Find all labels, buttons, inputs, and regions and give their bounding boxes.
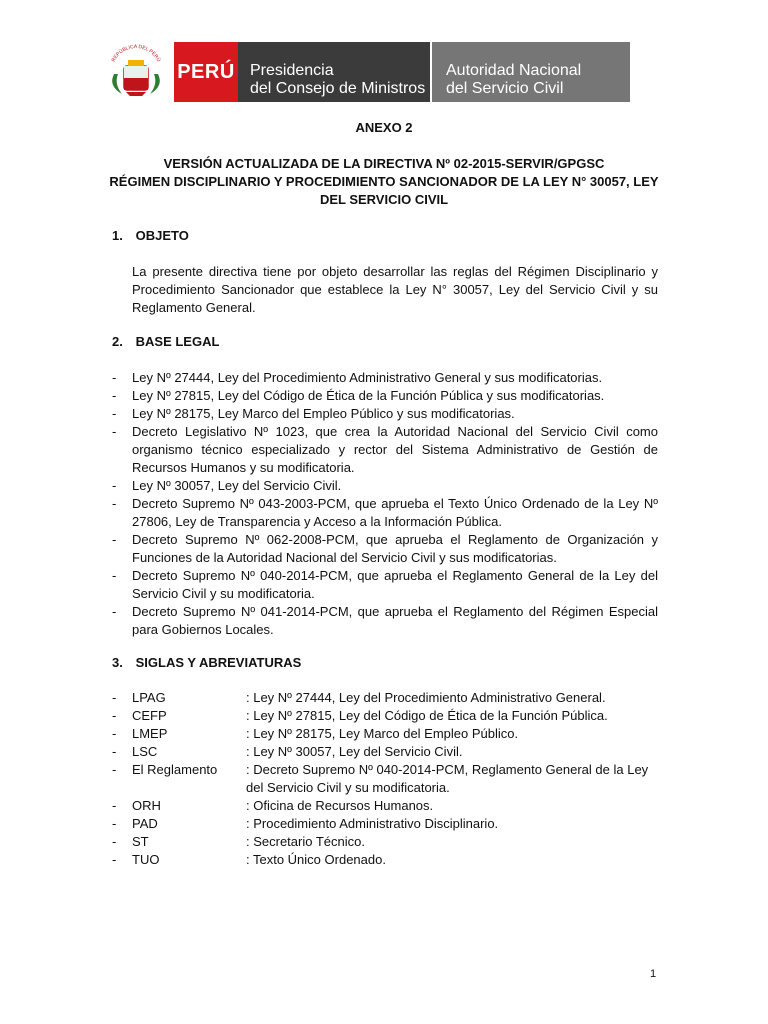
abbreviation-row: - LMEP : Ley Nº 28175, Ley Marco del Empleo Público. (112, 726, 519, 741)
page-number: 1 (650, 968, 657, 980)
list-item: - Decreto Legislativo Nº 1023, que crea la Autoridad Nacional del Servicio Civil como organismo técnico especializado y rector del Sistema Administrativo de Gestión de Recursos Humanos y su modificatoria. (112, 424, 658, 475)
list-item: - Decreto Supremo Nº 041-2014-PCM, que aprueba el Reglamento del Régimen Especial para Gobiernos Locales. (112, 604, 658, 637)
section-title: OBJETO (135, 228, 189, 243)
section-title: BASE LEGAL (135, 334, 220, 349)
title-line-2: RÉGIMEN DISCIPLINARIO Y PROCEDIMIENTO SANCIONADOR DE LA LEY N° 30057, LEY DEL SERVICIO CIVIL (109, 174, 659, 207)
section-heading-siglas (112, 655, 301, 670)
abbreviation-row: - ORH : Oficina de Recursos Humanos. (112, 798, 434, 813)
header-logo-bar (102, 42, 630, 102)
list-item: - Ley Nº 27815, Ley del Código de Ética de la Función Pública y sus modificatorias. (112, 388, 605, 403)
seal-text: REPÚBLICA DEL PERÚ (110, 43, 162, 63)
list-item: - Ley Nº 28175, Ley Marco del Empleo Público y sus modificatorias. (112, 406, 515, 421)
abbreviation-row: - TUO : Texto Único Ordenado. (112, 852, 386, 867)
abbreviation-row: - PAD : Procedimiento Administrativo Disciplinario. (112, 816, 499, 831)
coat-of-arms-icon (102, 42, 170, 102)
peru-logo-box (174, 42, 238, 102)
servir-line-1: Autoridad Nacional (446, 62, 582, 79)
servir-line-2: del Servicio Civil (446, 80, 564, 97)
abbreviation-row: - El Reglamento : Decreto Supremo Nº 040-2014-PCM, Reglamento General de la Ley del Servicio Civil y su modificatoria. (112, 762, 649, 795)
list-item: - Ley Nº 27444, Ley del Procedimiento Administrativo General y sus modificatorias. (112, 370, 603, 385)
peru-label: PERÚ (177, 60, 235, 83)
list-item: - Ley Nº 30057, Ley del Servicio Civil. (112, 478, 342, 493)
objeto-paragraph: La presente directiva tiene por objeto desarrollar las reglas del Régimen Disciplinario y Procedimiento Sancionador que establece la Ley N° 30057, Ley del Servicio Civil y su Reglamento General. (132, 264, 658, 315)
pcm-logo-box (238, 42, 430, 102)
abbreviation-row: - LSC : Ley Nº 30057, Ley del Servicio Civil. (112, 744, 463, 759)
section-heading-objeto (112, 228, 189, 243)
base-legal-list (112, 369, 658, 639)
section-number: 3. (112, 655, 123, 670)
abbreviation-row: - LPAG : Ley Nº 27444, Ley del Procedimiento Administrativo General. (112, 690, 606, 705)
section-title: SIGLAS Y ABREVIATURAS (135, 655, 302, 670)
title-line-1: VERSIÓN ACTUALIZADA DE LA DIRECTIVA Nº 02-2015-SERVIR/GPGSC (163, 156, 605, 171)
abbreviation-row: - CEFP : Ley Nº 27815, Ley del Código de Ética de la Función Pública. (112, 708, 608, 723)
section-number: 1. (112, 228, 123, 243)
abbreviations-list (112, 689, 658, 869)
section-number: 2. (112, 334, 123, 349)
servir-logo-box (432, 42, 630, 102)
abbreviation-row: - ST : Secretario Técnico. (112, 834, 365, 849)
section-heading-base-legal (112, 334, 219, 349)
list-item: - Decreto Supremo Nº 040-2014-PCM, que aprueba el Reglamento General de la Ley del Servicio Civil y su modificatoria. (112, 568, 658, 601)
document-title (100, 155, 668, 209)
list-item: - Decreto Supremo Nº 043-2003-PCM, que aprueba el Texto Único Ordenado de la Ley Nº 27806, Ley de Transparencia y Acceso a la Información Pública. (112, 496, 658, 529)
annex-title: ANEXO 2 (355, 120, 413, 135)
list-item: - Decreto Supremo Nº 062-2008-PCM, que aprueba el Reglamento de Organización y Funciones de la Autoridad Nacional del Servicio Civil y sus modificatorias. (112, 532, 658, 565)
pcm-line-2: del Consejo de Ministros (250, 80, 426, 97)
pcm-line-1: Presidencia (250, 62, 334, 79)
